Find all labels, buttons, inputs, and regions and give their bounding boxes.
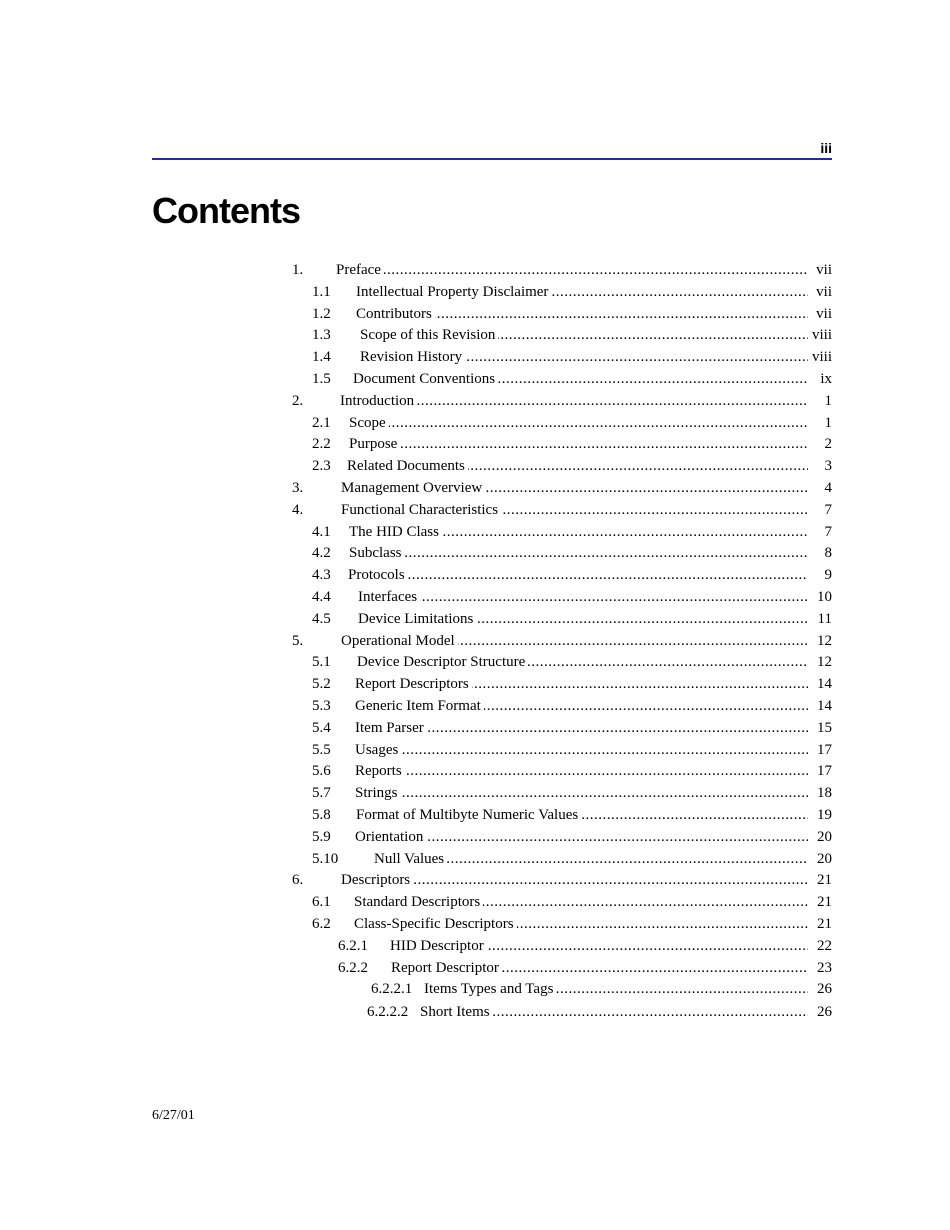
toc-entry-page: 26: [817, 1004, 832, 1020]
toc-entry-page: 18: [817, 785, 832, 802]
toc-entry-page: 3: [824, 458, 832, 475]
toc-entry[interactable]: [0, 522, 950, 543]
toc-entry-title: Management Overview: [341, 480, 485, 496]
toc-entry-page: ix: [820, 371, 832, 387]
toc-entry[interactable]: [0, 870, 950, 891]
toc-entry-page: 1: [824, 392, 832, 409]
toc-entry[interactable]: [0, 347, 950, 368]
toc-entry-number: 2.1: [312, 414, 331, 431]
toc-entry-number: 6.1: [312, 894, 331, 911]
toc-entry-number: 3.: [292, 480, 304, 496]
toc-entry-page: 12: [817, 632, 832, 649]
toc-entry-page: 14: [817, 676, 832, 693]
toc-entry-page: 7: [824, 523, 832, 540]
page-title: Contents: [152, 190, 300, 231]
toc-entry[interactable]: [0, 609, 950, 630]
toc-entry-title: Usages: [355, 742, 401, 758]
toc-entry-title: Reports: [355, 763, 405, 779]
toc-entry[interactable]: [0, 827, 950, 848]
toc-entry[interactable]: [0, 674, 950, 695]
toc-entry-page: vii: [816, 283, 832, 300]
toc-entry-title: Operational Model: [341, 633, 458, 649]
toc-entry[interactable]: [0, 805, 950, 826]
toc-entry-title: Format of Multibyte Numeric Values: [356, 807, 581, 823]
toc-entry-number: 6.2.2: [338, 959, 368, 976]
header-rule: [152, 158, 832, 160]
toc-entry-number: 5.5: [312, 741, 331, 758]
toc-entry-number: 5.9: [312, 828, 331, 845]
toc-entry-number: 6.2: [312, 916, 331, 932]
toc-entry-page: 10: [817, 589, 832, 605]
toc-entry-title: Report Descriptors: [355, 676, 472, 692]
toc-entry[interactable]: [0, 478, 950, 499]
toc-entry-page: 20: [817, 850, 832, 867]
toc-entry-title: Protocols: [348, 567, 408, 583]
toc-entry[interactable]: [0, 413, 950, 434]
toc-entry-page: 9: [824, 567, 832, 584]
toc-entry-number: 4.3: [312, 567, 331, 584]
toc-entry-number: 5.: [292, 632, 304, 649]
toc-entry-number: 5.1: [312, 654, 331, 671]
toc-entry[interactable]: [0, 260, 950, 281]
toc-entry-number: 2.3: [312, 458, 331, 475]
toc-entry-title: HID Descriptor: [390, 938, 487, 954]
toc-entry-number: 4.: [292, 501, 304, 518]
toc-entry-number: 1.1: [312, 283, 331, 300]
toc-entry-page: 21: [817, 872, 832, 889]
toc-entry[interactable]: [0, 565, 950, 586]
toc-entry-page: 17: [817, 741, 832, 758]
footer-date: 6/27/01: [152, 1108, 195, 1123]
toc-entry[interactable]: [0, 391, 950, 412]
toc-entry-page: 4: [824, 480, 832, 496]
toc-entry-number: 6.2.1: [338, 937, 368, 954]
toc-entry[interactable]: [0, 936, 950, 957]
toc-entry-title: The HID Class: [349, 524, 442, 540]
toc-entry-title: Subclass: [349, 545, 405, 561]
toc-entry[interactable]: [0, 304, 950, 325]
toc-entry[interactable]: [0, 631, 950, 652]
toc-entry-page: 23: [817, 959, 832, 976]
toc-entry-title: Standard Descriptors: [354, 894, 483, 910]
toc-entry-page: 20: [817, 828, 832, 845]
toc-entry-number: 5.7: [312, 785, 331, 802]
toc-entry-title: Class-Specific Descriptors: [354, 916, 517, 932]
toc-entry-number: 5.8: [312, 807, 331, 823]
toc-entry-number: 2.2: [312, 436, 331, 453]
toc-entry-number: 4.1: [312, 523, 331, 540]
toc-entry-page: 14: [817, 698, 832, 714]
toc-entry-page: 12: [817, 654, 832, 671]
toc-entry-page: 2: [824, 436, 832, 453]
toc-entry[interactable]: [0, 783, 950, 804]
toc-entry-page: 19: [817, 807, 832, 823]
toc-entry[interactable]: [0, 652, 950, 673]
toc-entry-number: 4.2: [312, 545, 331, 562]
toc-entry[interactable]: [0, 587, 950, 608]
toc-entry-page: 26: [817, 981, 832, 998]
toc-entry[interactable]: [0, 979, 950, 1000]
toc-entry-title: Document Conventions: [353, 371, 498, 387]
toc-entry[interactable]: [0, 434, 950, 455]
toc-entry[interactable]: [0, 696, 950, 717]
toc-entry-title: Interfaces: [358, 589, 420, 605]
toc-entry-title: Items Types and Tags: [424, 981, 556, 997]
toc-entry-number: 5.3: [312, 698, 331, 714]
toc-entry-page: viii: [811, 327, 832, 344]
page-number: iii: [820, 140, 832, 156]
toc-entry-title: Scope of this Revision: [360, 327, 498, 343]
toc-entry-title: Device Limitations: [358, 611, 476, 627]
toc-entry-title: Purpose: [349, 436, 400, 452]
toc-entry-number: 6.: [292, 872, 304, 889]
toc-entry-title: Scope: [349, 415, 389, 431]
toc-entry-page: 7: [824, 501, 832, 518]
toc-entry-page: 21: [817, 916, 832, 932]
toc-entry-number: 1.4: [312, 349, 331, 366]
toc-entry-title: Related Documents: [347, 458, 468, 474]
toc-entry[interactable]: [0, 543, 950, 564]
toc-entry[interactable]: [0, 369, 950, 390]
toc-entry[interactable]: [0, 325, 950, 346]
toc-entry-number: 5.2: [312, 676, 331, 693]
toc-entry-title: Short Items: [420, 1004, 493, 1020]
toc-entry[interactable]: [0, 958, 950, 979]
toc-entry-page: 21: [817, 894, 832, 911]
toc-entry-title: Device Descriptor Structure: [357, 654, 528, 670]
toc-entry-page: viii: [811, 349, 832, 366]
toc-entry-title: Generic Item Format: [355, 698, 484, 714]
toc-entry-number: 2.: [292, 392, 304, 409]
toc-entry[interactable]: [0, 456, 950, 477]
toc-entry-title: Descriptors: [341, 872, 413, 888]
toc-entry[interactable]: [0, 500, 950, 521]
toc-entry-title: Introduction: [340, 393, 417, 409]
toc-entry-number: 6.2.2.2: [367, 1004, 409, 1020]
toc-entry-page: 8: [824, 545, 832, 562]
toc-entry-number: 4.4: [312, 589, 331, 605]
toc-entry-title: Contributors: [356, 306, 435, 322]
toc-entry-page: vii: [816, 305, 832, 322]
toc-entry-title: Intellectual Property Disclaimer: [356, 284, 551, 300]
toc-entry-number: 1.3: [312, 327, 331, 344]
toc-entry[interactable]: [0, 740, 950, 761]
toc-entry-title: Report Descriptor: [391, 960, 502, 976]
toc-entry-number: 1.2: [312, 305, 331, 322]
toc-entry[interactable]: [0, 914, 950, 935]
toc-entry-number: 5.10: [312, 850, 339, 867]
toc-entry[interactable]: [0, 892, 950, 913]
toc-entry-page: 17: [817, 763, 832, 780]
toc-entry-page: 11: [817, 610, 832, 627]
toc-entry-page: 22: [817, 937, 832, 954]
toc-entry-title: Preface: [336, 262, 384, 278]
toc-entry-title: Null Values: [374, 851, 447, 867]
toc-entry-number: 4.5: [312, 610, 331, 627]
toc-entry[interactable]: [0, 849, 950, 870]
toc-entry[interactable]: [0, 718, 950, 739]
toc-entry-title: Strings: [355, 785, 401, 801]
toc-entry[interactable]: [0, 1002, 950, 1023]
toc-entry-page: vii: [816, 262, 832, 278]
toc-entry-title: Item Parser: [355, 720, 427, 736]
toc-entry-number: 6.2.2.1: [371, 981, 413, 998]
toc-entry-number: 1.: [292, 262, 304, 278]
toc-entry-number: 1.5: [312, 371, 331, 387]
toc-entry-number: 5.6: [312, 763, 331, 780]
toc-entry-page: 15: [817, 719, 832, 736]
toc-entry-number: 5.4: [312, 719, 331, 736]
toc-entry-title: Revision History: [360, 349, 465, 365]
toc-entry-title: Functional Characteristics: [341, 502, 501, 518]
toc-entry-title: Orientation: [355, 829, 426, 845]
toc-entry-page: 1: [824, 414, 832, 431]
toc-entry[interactable]: [0, 282, 950, 303]
toc-entry[interactable]: [0, 761, 950, 782]
